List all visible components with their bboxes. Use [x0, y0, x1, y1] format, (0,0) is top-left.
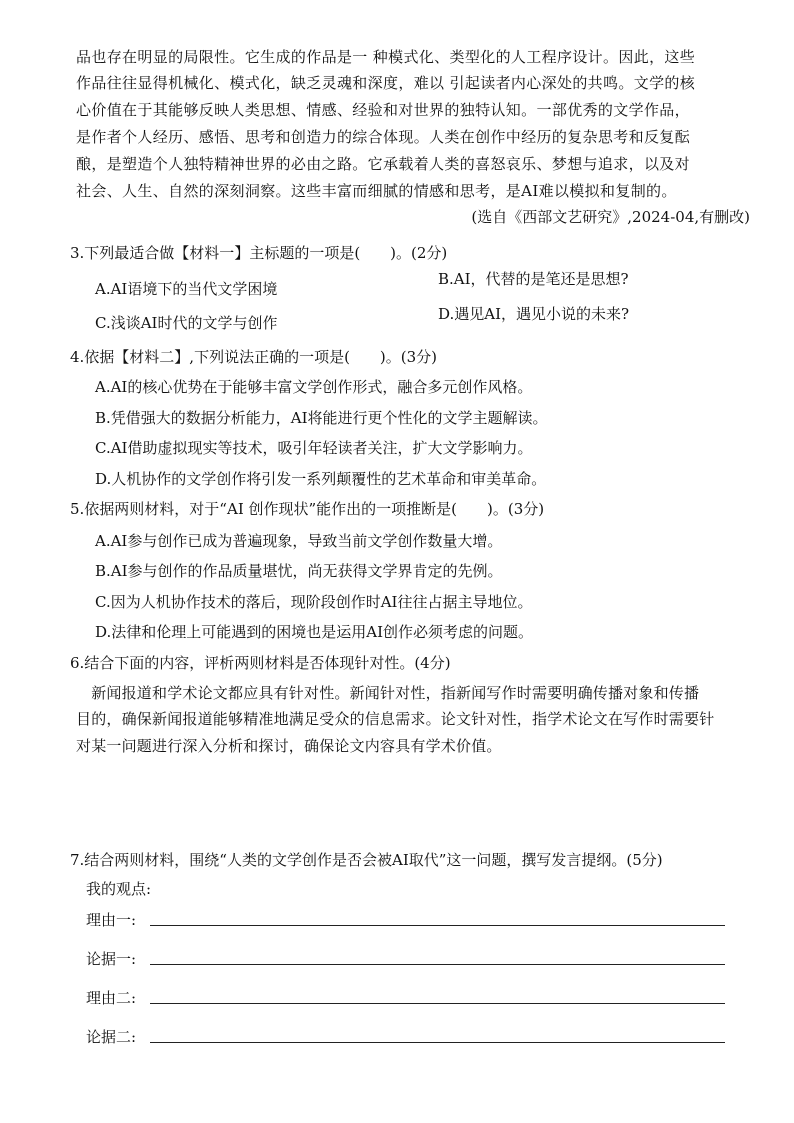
question-3-option-a: A.AI语境下的当代文学困境 — [95, 280, 278, 298]
passage-line: 是作者个人经历、感悟、思考和创造力的综合体现。人类在创作中经历的复杂思考和反复酝 — [76, 128, 691, 146]
question-4-option-a: A.AI的核心优势在于能够丰富文学创作形式，融合多元创作风格。 — [95, 378, 533, 396]
passage-line: 社会、人生、自然的深刻洞察。这些丰富而细腻的情感和思考，是AI难以模拟和复制的。 — [76, 182, 677, 200]
question-3-stem: 3.下列最适合做【材料一】主标题的一项是( )。(2分) — [70, 244, 448, 262]
question-7-stem: 7.结合两则材料，围绕“人类的文学创作是否会被AI取代”这一问题，撰写发言提纲。(5分) — [70, 851, 663, 869]
question-6-quote-line: 新闻报道和学术论文都应具有针对性。新闻针对性，指新闻写作时需要明确传播对象和传播 — [76, 684, 700, 702]
reason-1-label: 理由一: — [86, 911, 137, 929]
question-6-quote-line: 对某一问题进行深入分析和探讨，确保论文内容具有学术价值。 — [76, 737, 502, 755]
question-5-option-a: A.AI参与创作已成为普遍现象，导致当前文学创作数量大增。 — [95, 532, 503, 550]
question-6-quote-line: 目的，确保新闻报道能够精准地满足受众的信息需求。论文针对性，指学术论文在写作时需要针 — [76, 710, 715, 728]
question-5-stem: 5.依据两则材料，对于“AI 创作现状”能作出的一项推断是( )。(3分) — [70, 500, 545, 518]
question-4-option-c: C.AI借助虚拟现实等技术，吸引年轻读者关注，扩大文学影响力。 — [95, 439, 533, 457]
evidence-2-answer-line[interactable] — [150, 1042, 725, 1043]
evidence-2-label: 论据二: — [86, 1028, 137, 1046]
passage-line: 品也存在明显的局限性。它生成的作品是一 种模式化、类型化的人工程序设计。因此，这些 — [76, 48, 696, 66]
question-6-stem: 6.结合下面的内容，评析两则材料是否体现针对性。(4分) — [70, 654, 451, 672]
question-3-option-d: D.遇见AI，遇见小说的未来? — [438, 305, 630, 323]
question-4-stem: 4.依据【材料二】,下列说法正确的一项是( )。(3分) — [70, 348, 438, 366]
evidence-1-answer-line[interactable] — [150, 964, 725, 965]
reason-1-answer-line[interactable] — [150, 925, 725, 926]
question-4-option-b: B.凭借强大的数据分析能力，AI将能进行更个性化的文学主题解读。 — [95, 409, 548, 427]
reason-2-answer-line[interactable] — [150, 1003, 725, 1004]
reason-2-label: 理由二: — [86, 989, 137, 1007]
passage-line: 作品往往显得机械化、模式化，缺乏灵魂和深度，难以 引起读者内心深处的共鸣。文学的核 — [76, 74, 696, 92]
evidence-1-label: 论据一: — [86, 950, 137, 968]
question-5-option-c: C.因为人机协作技术的落后，现阶段创作时AI往往占据主导地位。 — [95, 593, 533, 611]
passage-line: 心价值在于其能够反映人类思想、情感、经验和对世界的独特认知。一部优秀的文学作品， — [76, 101, 691, 119]
question-3-option-c: C.浅谈AI时代的文学与创作 — [95, 314, 278, 332]
viewpoint-label: 我的观点: — [86, 880, 152, 898]
question-5-option-b: B.AI参与创作的作品质量堪忧，尚无获得文学界肯定的先例。 — [95, 562, 503, 580]
passage-line: 酿，是塑造个人独特精神世界的必由之路。它承载着人类的喜怒哀乐、梦想与追求，以及对 — [76, 155, 691, 173]
question-5-option-d: D.法律和伦理上可能遇到的困境也是运用AI创作必须考虑的问题。 — [95, 623, 534, 641]
question-3-option-b: B.AI，代替的是笔还是思想? — [438, 270, 629, 288]
source-citation: (选自《西部文艺研究》,2024-04,有删改) — [471, 208, 750, 226]
question-4-option-d: D.人机协作的文学创作将引发一系列颠覆性的艺术革命和审美革命。 — [95, 470, 547, 488]
